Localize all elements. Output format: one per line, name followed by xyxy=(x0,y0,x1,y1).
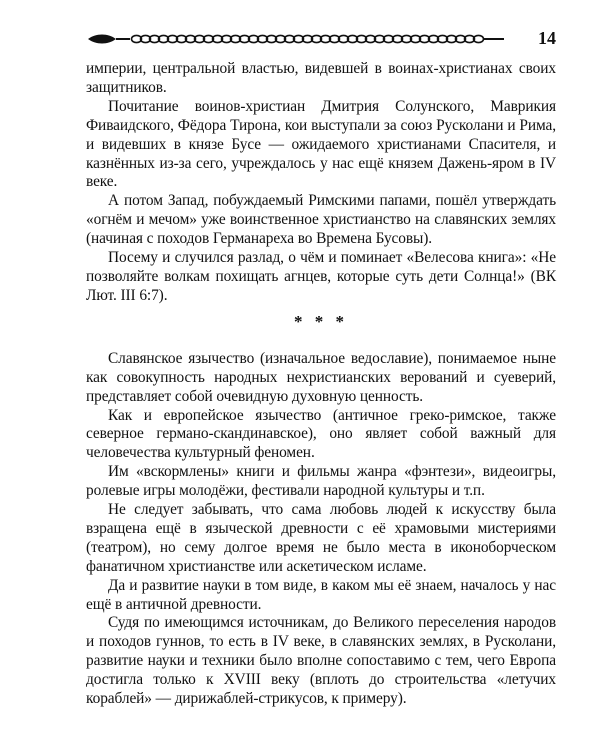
paragraph: Им «вскормлены» книги и фильмы жанра «фэнтези», видеоигры, ролевые игры молодёжи, фестивали народной культуры и т.п. xyxy=(86,463,556,500)
paragraph: А потом Запад, побуждаемый Римскими папами, пошёл утверждать «огнём и мечом» уже воинственное христианство на славянских землях (начиная с походов Германареха во Времена Бусовы). xyxy=(86,192,556,248)
page-number: 14 xyxy=(538,28,556,48)
paragraph: Да и развитие науки в том виде, в каком мы её знаем, началось у нас ещё в античной древности. xyxy=(86,576,556,613)
paragraph: Судя по имеющимся источникам, до Великого переселения народов и походов гуннов, то есть в IV веке, в славянских землях, в Русколани, развитие науки и техники было вполне сопоставимо с тем, чего Европа достигла только к XVIII веку (вплоть до строительства «летучих кораблей» — дирижаблей-стрикусов, к примеру). xyxy=(86,614,556,708)
section-after-separator xyxy=(86,350,556,709)
paragraph: империи, центральной властью, видевшей в воинах-христианах своих защитников. xyxy=(86,60,556,96)
paragraph: Славянское язычество (изначальное ведославие), понимаемое ныне как совокупность народных нехристианских верований и суеверий, представляет собой очевидную духовную ценность. xyxy=(86,349,556,405)
page-body xyxy=(86,60,556,709)
paragraph: Посему и случился разлад, о чём и поминает «Велесова книга»: «Не позволяйте волкам похищать агнцев, которые суть дети Солнца!» (ВК Лют. III 6:7). xyxy=(86,249,556,304)
page-header xyxy=(86,28,556,50)
section-before-separator xyxy=(86,60,556,306)
paragraph: Не следует забывать, что сама любовь людей к искусству была взращена ещё в языческой древности с её храмовыми мистериями (театром), но сему долгое время не было места в иконоборческом фанатичном христианстве или аскетическом исламе. xyxy=(86,501,556,575)
section-separator: * * * xyxy=(294,311,348,331)
paragraph: Как и европейское язычество (античное греко-римское, также северное германо-скандинавское), оно являет собой важный для человечества культурный феномен. xyxy=(86,406,556,462)
paragraph: Почитание воинов-христиан Дмитрия Солунского, Маврикия Фиваидского, Фёдора Тирона, кои выступали за союз Русколани и Рима, и видевших в князе Бусе — ожидаемого христианами Спасителя, и казнённых из-за сего, учреждалось у нас ещё князем Дажень-яром в IV веке. xyxy=(86,97,556,191)
braided-rule-ornament-icon xyxy=(86,30,506,48)
